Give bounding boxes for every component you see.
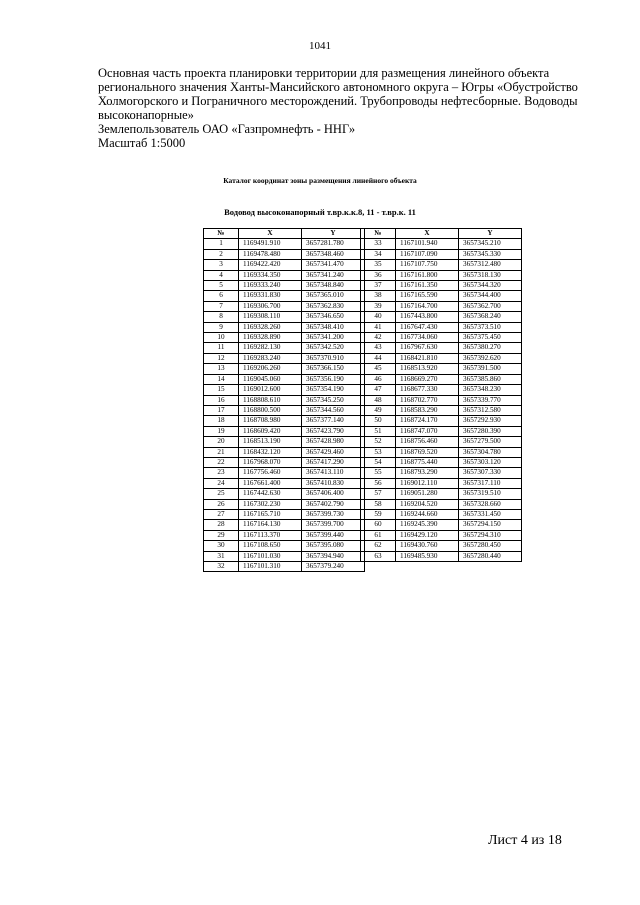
table-row: [204, 364, 365, 374]
coordinate-y: 3657354.190: [302, 385, 365, 395]
point-number: 33: [361, 239, 396, 249]
table-row: [361, 385, 522, 395]
coordinate-y: 3657280.390: [459, 426, 522, 436]
point-number: 63: [361, 551, 396, 561]
coordinate-y: 3657346.650: [302, 312, 365, 322]
point-number: 17: [204, 405, 239, 415]
coordinate-x: 1169282.130: [239, 343, 302, 353]
coordinate-x: 1168775.440: [396, 457, 459, 467]
point-number: 13: [204, 364, 239, 374]
intro-line: Холмогорского и Пограничного месторождений. Трубопроводы нефтесборные. Водоводы: [98, 94, 578, 108]
point-number: 23: [204, 468, 239, 478]
point-number: 24: [204, 478, 239, 488]
coordinate-y: 3657428.980: [302, 437, 365, 447]
coordinate-x: 1167107.090: [396, 249, 459, 259]
point-number: 15: [204, 385, 239, 395]
point-number: 62: [361, 541, 396, 551]
point-number: 18: [204, 416, 239, 426]
coordinate-x: 1167756.460: [239, 468, 302, 478]
table-row: [361, 405, 522, 415]
coordinate-x: 1168769.520: [396, 447, 459, 457]
coordinate-y: 3657348.410: [302, 322, 365, 332]
point-number: 21: [204, 447, 239, 457]
point-number: 27: [204, 509, 239, 519]
column-header-num: №: [361, 229, 396, 239]
point-number: 60: [361, 520, 396, 530]
table-row: [361, 239, 522, 249]
coordinate-y: 3657406.400: [302, 489, 365, 499]
coordinate-y: 3657410.830: [302, 478, 365, 488]
point-number: 43: [361, 343, 396, 353]
document-intro: [98, 66, 578, 150]
point-number: 10: [204, 333, 239, 343]
table-row: [361, 312, 522, 322]
table-row: [361, 343, 522, 353]
coordinate-y: 3657380.270: [459, 343, 522, 353]
coordinate-x: 1169328.260: [239, 322, 302, 332]
coordinate-y: 3657304.780: [459, 447, 522, 457]
coordinate-x: 1169422.420: [239, 260, 302, 270]
point-number: 31: [204, 551, 239, 561]
table-row: [204, 541, 365, 551]
coordinate-y: 3657280.450: [459, 541, 522, 551]
coordinate-x: 1168702.770: [396, 395, 459, 405]
table-row: [204, 520, 365, 530]
point-number: 14: [204, 374, 239, 384]
coordinate-y: 3657319.510: [459, 489, 522, 499]
coordinate-y: 3657413.110: [302, 468, 365, 478]
coordinate-x: 1167164.130: [239, 520, 302, 530]
table-row: [204, 322, 365, 332]
table-row: [361, 249, 522, 259]
table-row: [361, 457, 522, 467]
point-number: 8: [204, 312, 239, 322]
column-header-y: Y: [302, 229, 365, 239]
coordinate-x: 1169333.240: [239, 281, 302, 291]
coordinates-table-left: [203, 228, 365, 572]
coordinate-x: 1169012.110: [396, 478, 459, 488]
coordinate-y: 3657341.470: [302, 260, 365, 270]
coordinate-x: 1169283.240: [239, 353, 302, 363]
table-row: [361, 301, 522, 311]
point-number: 47: [361, 385, 396, 395]
coordinate-y: 3657348.840: [302, 281, 365, 291]
coordinate-y: 3657345.330: [459, 249, 522, 259]
coordinate-x: 1167165.710: [239, 509, 302, 519]
coordinate-x: 1169328.890: [239, 333, 302, 343]
coordinate-y: 3657429.460: [302, 447, 365, 457]
point-number: 49: [361, 405, 396, 415]
coordinate-x: 1168421.810: [396, 353, 459, 363]
table-row: [361, 291, 522, 301]
table-row: [204, 312, 365, 322]
coordinate-x: 1167302.230: [239, 499, 302, 509]
table-row: [204, 530, 365, 540]
coordinate-y: 3657294.310: [459, 530, 522, 540]
sheet-label: Лист 4 из 18: [488, 833, 562, 848]
coordinate-x: 1169478.480: [239, 249, 302, 259]
table-row: [361, 353, 522, 363]
coordinate-y: 3657312.580: [459, 405, 522, 415]
coordinate-x: 1169491.910: [239, 239, 302, 249]
table-row: [204, 457, 365, 467]
coordinate-y: 3657339.770: [459, 395, 522, 405]
coordinate-x: 1169051.280: [396, 489, 459, 499]
coordinate-x: 1168756.460: [396, 437, 459, 447]
point-number: 30: [204, 541, 239, 551]
coordinate-x: 1169245.390: [396, 520, 459, 530]
coordinate-x: 1168583.290: [396, 405, 459, 415]
table-row: [361, 447, 522, 457]
coordinate-y: 3657399.700: [302, 520, 365, 530]
point-number: 20: [204, 437, 239, 447]
table-row: [361, 520, 522, 530]
coordinate-y: 3657331.450: [459, 509, 522, 519]
column-header-y: Y: [459, 229, 522, 239]
coordinate-x: 1168609.420: [239, 426, 302, 436]
coordinate-y: 3657375.450: [459, 333, 522, 343]
table-row: [361, 260, 522, 270]
coordinate-y: 3657373.510: [459, 322, 522, 332]
coordinate-y: 3657317.110: [459, 478, 522, 488]
coordinate-x: 1169244.660: [396, 509, 459, 519]
coordinate-y: 3657292.930: [459, 416, 522, 426]
point-number: 9: [204, 322, 239, 332]
coordinate-x: 1167443.800: [396, 312, 459, 322]
point-number: 19: [204, 426, 239, 436]
coordinate-x: 1167101.310: [239, 562, 302, 572]
table-row: [361, 364, 522, 374]
coordinate-y: 3657392.620: [459, 353, 522, 363]
coordinate-y: 3657318.130: [459, 270, 522, 280]
table-row: [361, 374, 522, 384]
coordinate-y: 3657423.790: [302, 426, 365, 436]
coordinate-y: 3657341.200: [302, 333, 365, 343]
coordinate-x: 1169331.830: [239, 291, 302, 301]
coordinate-x: 1167647.430: [396, 322, 459, 332]
point-number: 55: [361, 468, 396, 478]
coordinate-x: 1169206.260: [239, 364, 302, 374]
point-number: 56: [361, 478, 396, 488]
coordinate-x: 1169334.350: [239, 270, 302, 280]
table-row: [204, 447, 365, 457]
point-number: 3: [204, 260, 239, 270]
point-number: 48: [361, 395, 396, 405]
coordinate-y: 3657344.320: [459, 281, 522, 291]
point-number: 6: [204, 291, 239, 301]
coordinate-x: 1167161.800: [396, 270, 459, 280]
table-row: [204, 551, 365, 561]
coordinate-y: 3657280.440: [459, 551, 522, 561]
column-header-x: X: [239, 229, 302, 239]
point-number: 22: [204, 457, 239, 467]
column-header-x: X: [396, 229, 459, 239]
table-row: [204, 489, 365, 499]
coordinate-y: 3657345.210: [459, 239, 522, 249]
table-row: [204, 239, 365, 249]
coordinate-x: 1169012.600: [239, 385, 302, 395]
point-number: 26: [204, 499, 239, 509]
coordinate-y: 3657362.700: [459, 301, 522, 311]
coordinate-x: 1169306.700: [239, 301, 302, 311]
table-row: [204, 281, 365, 291]
table-row: [361, 281, 522, 291]
point-number: 54: [361, 457, 396, 467]
table-row: [204, 468, 365, 478]
point-number: 11: [204, 343, 239, 353]
coordinate-y: 3657307.330: [459, 468, 522, 478]
coordinate-y: 3657377.140: [302, 416, 365, 426]
point-number: 5: [204, 281, 239, 291]
coordinate-y: 3657391.500: [459, 364, 522, 374]
coordinate-y: 3657368.240: [459, 312, 522, 322]
table-row: [204, 385, 365, 395]
table-row: [361, 478, 522, 488]
point-number: 32: [204, 562, 239, 572]
coordinate-y: 3657294.150: [459, 520, 522, 530]
coordinate-x: 1167165.590: [396, 291, 459, 301]
coordinate-x: 1169204.520: [396, 499, 459, 509]
point-number: 4: [204, 270, 239, 280]
coordinate-x: 1167164.700: [396, 301, 459, 311]
table-row: [204, 416, 365, 426]
point-number: 39: [361, 301, 396, 311]
table-row: [204, 333, 365, 343]
table-row: [204, 301, 365, 311]
table-row: [204, 395, 365, 405]
coordinate-y: 3657417.290: [302, 457, 365, 467]
coordinate-x: 1167107.750: [396, 260, 459, 270]
table-row: [361, 509, 522, 519]
table-row: [361, 468, 522, 478]
coordinate-y: 3657395.080: [302, 541, 365, 551]
table-row: [361, 395, 522, 405]
point-number: 58: [361, 499, 396, 509]
coordinate-x: 1169485.930: [396, 551, 459, 561]
coordinate-y: 3657366.150: [302, 364, 365, 374]
table-row: [361, 437, 522, 447]
point-number: 36: [361, 270, 396, 280]
point-number: 29: [204, 530, 239, 540]
coordinate-y: 3657345.250: [302, 395, 365, 405]
coordinate-y: 3657312.480: [459, 260, 522, 270]
point-number: 38: [361, 291, 396, 301]
point-number: 2: [204, 249, 239, 259]
coordinate-y: 3657341.240: [302, 270, 365, 280]
table-row: [204, 562, 365, 572]
coordinate-x: 1167967.630: [396, 343, 459, 353]
coordinate-x: 1169429.120: [396, 530, 459, 540]
coordinate-y: 3657379.240: [302, 562, 365, 572]
coordinate-y: 3657402.790: [302, 499, 365, 509]
table-row: [361, 551, 522, 561]
coordinate-y: 3657328.660: [459, 499, 522, 509]
coordinate-y: 3657356.190: [302, 374, 365, 384]
table-row: [204, 343, 365, 353]
coordinate-y: 3657279.500: [459, 437, 522, 447]
coordinate-x: 1167734.060: [396, 333, 459, 343]
table-row: [204, 374, 365, 384]
coordinate-x: 1168724.170: [396, 416, 459, 426]
table-row: [204, 426, 365, 436]
page-number: 1041: [309, 40, 331, 52]
point-number: 50: [361, 416, 396, 426]
table-row: [361, 426, 522, 436]
table-row: [204, 353, 365, 363]
coordinate-y: 3657342.520: [302, 343, 365, 353]
intro-line: высоконапорные»: [98, 108, 194, 122]
coordinate-x: 1168513.190: [239, 437, 302, 447]
coordinate-x: 1167113.370: [239, 530, 302, 540]
table-row: [204, 249, 365, 259]
coordinate-x: 1169308.110: [239, 312, 302, 322]
point-number: 41: [361, 322, 396, 332]
coordinates-table-right: [360, 228, 522, 562]
table-row: [204, 270, 365, 280]
table-row: [361, 333, 522, 343]
point-number: 59: [361, 509, 396, 519]
coordinate-x: 1168513.920: [396, 364, 459, 374]
column-header-num: №: [204, 229, 239, 239]
coordinate-x: 1168800.500: [239, 405, 302, 415]
coordinate-x: 1167442.630: [239, 489, 302, 499]
coordinate-y: 3657394.940: [302, 551, 365, 561]
point-number: 45: [361, 364, 396, 374]
coordinate-x: 1167161.350: [396, 281, 459, 291]
coordinate-y: 3657399.730: [302, 509, 365, 519]
point-number: 16: [204, 395, 239, 405]
table-row: [204, 437, 365, 447]
coordinate-y: 3657281.780: [302, 239, 365, 249]
point-number: 28: [204, 520, 239, 530]
point-number: 37: [361, 281, 396, 291]
coordinate-x: 1168808.610: [239, 395, 302, 405]
catalog-title: Каталог координат зоны размещения линейного объекта: [223, 176, 417, 185]
coordinate-x: 1168747.070: [396, 426, 459, 436]
table-row: [361, 322, 522, 332]
coordinate-y: 3657365.010: [302, 291, 365, 301]
coordinate-x: 1167101.030: [239, 551, 302, 561]
table-row: [204, 499, 365, 509]
point-number: 7: [204, 301, 239, 311]
coordinate-y: 3657348.460: [302, 249, 365, 259]
point-number: 42: [361, 333, 396, 343]
coordinate-y: 3657344.400: [459, 291, 522, 301]
coordinate-x: 1169045.060: [239, 374, 302, 384]
coordinate-x: 1169430.760: [396, 541, 459, 551]
coordinate-x: 1167968.070: [239, 457, 302, 467]
point-number: 1: [204, 239, 239, 249]
table-row: [361, 489, 522, 499]
point-number: 44: [361, 353, 396, 363]
coordinate-x: 1168677.330: [396, 385, 459, 395]
point-number: 57: [361, 489, 396, 499]
coordinate-x: 1167108.650: [239, 541, 302, 551]
point-number: 40: [361, 312, 396, 322]
table-row: [204, 509, 365, 519]
point-number: 35: [361, 260, 396, 270]
coordinate-x: 1168793.290: [396, 468, 459, 478]
point-number: 51: [361, 426, 396, 436]
coordinate-x: 1167101.940: [396, 239, 459, 249]
point-number: 46: [361, 374, 396, 384]
table-row: [361, 530, 522, 540]
table-row: [361, 499, 522, 509]
table-row: [204, 291, 365, 301]
coordinate-x: 1168669.270: [396, 374, 459, 384]
scale-line: Масштаб 1:5000: [98, 136, 186, 150]
coordinate-y: 3657362.830: [302, 301, 365, 311]
point-number: 25: [204, 489, 239, 499]
pipeline-title: Водовод высоконапорный т.вр.к.к.8, 11 - т.вр.к. 11: [224, 207, 416, 217]
coordinate-y: 3657303.120: [459, 457, 522, 467]
land-user-line: Землепользователь ОАО «Газпромнефть - ННГ»: [98, 122, 356, 136]
coordinate-y: 3657348.230: [459, 385, 522, 395]
coordinate-x: 1167661.400: [239, 478, 302, 488]
coordinate-x: 1168432.120: [239, 447, 302, 457]
point-number: 52: [361, 437, 396, 447]
table-row: [204, 260, 365, 270]
table-row: [204, 405, 365, 415]
coordinate-y: 3657385.860: [459, 374, 522, 384]
point-number: 34: [361, 249, 396, 259]
coordinate-y: 3657370.910: [302, 353, 365, 363]
intro-line: Основная часть проекта планировки территории для размещения линейного объекта: [98, 66, 550, 80]
point-number: 61: [361, 530, 396, 540]
table-row: [361, 416, 522, 426]
table-row: [361, 541, 522, 551]
coordinate-y: 3657399.440: [302, 530, 365, 540]
table-row: [361, 270, 522, 280]
point-number: 53: [361, 447, 396, 457]
intro-line: регионального значения Ханты-Мансийского автономного округа – Югры «Обустройство: [98, 80, 578, 94]
table-row: [204, 478, 365, 488]
point-number: 12: [204, 353, 239, 363]
coordinate-x: 1168708.980: [239, 416, 302, 426]
coordinate-y: 3657344.560: [302, 405, 365, 415]
